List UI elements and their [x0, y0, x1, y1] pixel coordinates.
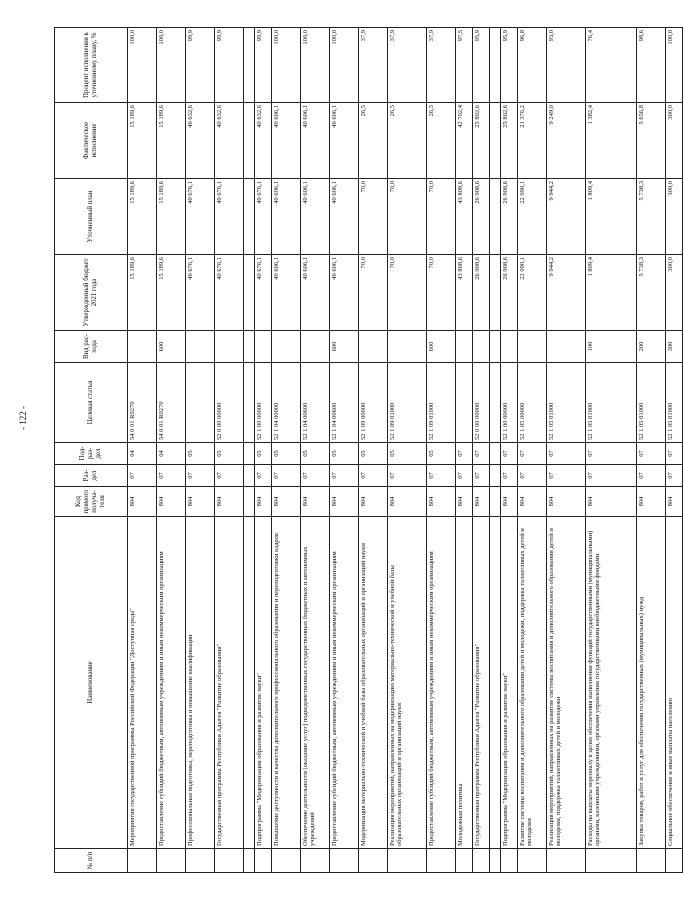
row-admin-cell: 804: [255, 487, 272, 517]
row-approved-cell: 40 676,1: [215, 255, 244, 331]
table-row: [427, 28, 456, 873]
row-admin-cell: 804: [637, 487, 666, 517]
row-admin-cell: 804: [518, 487, 547, 517]
row-plan-cell: 22 090,1: [518, 179, 547, 255]
row-plan-cell: 15 189,6: [157, 179, 186, 255]
row-num-cell: [666, 849, 683, 873]
row-podrazdel-cell: 07: [586, 443, 637, 465]
row-vid-cell: 100: [586, 331, 637, 363]
table-row: [255, 28, 272, 873]
row-percent-cell: 99,9: [215, 28, 244, 103]
row-plan-cell: 5 738,3: [637, 179, 666, 255]
row-approved-cell: 26 908,6: [473, 255, 490, 331]
row-podrazdel-cell: 05: [301, 443, 330, 465]
row-num-cell: [473, 849, 490, 873]
row-name-cell: Модернизация материально-технической и учебной базы образовательных организаций и организаций науки: [359, 517, 388, 849]
table-row: [490, 28, 501, 873]
row-percent-cell: [490, 28, 501, 103]
table-row: [330, 28, 359, 873]
row-name-cell: Предоставление субсидий бюджетным, автономным учреждениям и иным некоммерческим организациям: [157, 517, 186, 849]
row-podrazdel-cell: 05: [255, 443, 272, 465]
row-razdel-cell: [244, 465, 255, 487]
row-razdel-cell: 07: [637, 465, 666, 487]
row-podrazdel-cell: 04: [128, 443, 157, 465]
row-podrazdel-cell: 07: [547, 443, 586, 465]
row-name-cell: Социальное обеспечение и иные выплаты населению: [666, 517, 683, 849]
header-name: Наименование: [55, 517, 128, 849]
row-name-cell: Развитие системы воспитания и дополнительного образования детей и молодежи, поддержка талантливых детей и молодежи: [518, 517, 547, 849]
row-podrazdel-cell: 05: [272, 443, 301, 465]
table-row: [637, 28, 666, 873]
row-percent-cell: 76,4: [586, 28, 637, 103]
table-row: [186, 28, 215, 873]
row-podrazdel-cell: 05: [186, 443, 215, 465]
row-article-cell: 52 1 04 00600: [330, 363, 359, 443]
row-fact-cell: 40 632,6: [186, 103, 215, 179]
row-razdel-cell: 07: [186, 465, 215, 487]
row-approved-cell: 15 189,6: [157, 255, 186, 331]
row-podrazdel-cell: 05: [427, 443, 456, 465]
row-num-cell: [359, 849, 388, 873]
table-row: [501, 28, 518, 873]
table-row: [215, 28, 244, 873]
table-row: [272, 28, 301, 873]
row-razdel-cell: 07: [272, 465, 301, 487]
row-name-cell: Повышение доступности и качества дополнительного профессионального образования и переподготовки кадров: [272, 517, 301, 849]
row-vid-cell: [244, 331, 255, 363]
row-num-cell: [255, 849, 272, 873]
row-article-cell: 52 1 04 00600: [301, 363, 330, 443]
row-name-cell: [490, 517, 501, 849]
row-percent-cell: 99,9: [255, 28, 272, 103]
row-fact-cell: 40 606,1: [272, 103, 301, 179]
row-approved-cell: 40 676,1: [186, 255, 215, 331]
header-approved: Утвержденный бюджет 2021 года: [55, 255, 128, 331]
row-article-cell: [186, 363, 215, 443]
row-fact-cell: 15 189,6: [128, 103, 157, 179]
row-percent-cell: 100,0: [330, 28, 359, 103]
row-name-cell: Предоставление субсидий бюджетным, автономным учреждениям и иным некоммерческим организациям: [330, 517, 359, 849]
row-plan-cell: 26 908,6: [501, 179, 518, 255]
row-num-cell: [518, 849, 547, 873]
row-razdel-cell: 07: [666, 465, 683, 487]
row-article-cell: 52 0 00 00000: [215, 363, 244, 443]
row-fact-cell: 26,5: [359, 103, 388, 179]
row-podrazdel-cell: 04: [157, 443, 186, 465]
row-num-cell: [301, 849, 330, 873]
row-podrazdel-cell: 07: [666, 443, 683, 465]
row-vid-cell: [518, 331, 547, 363]
row-plan-cell: 40 606,1: [272, 179, 301, 255]
row-percent-cell: 37,9: [388, 28, 427, 103]
row-num-cell: [128, 849, 157, 873]
row-approved-cell: [490, 255, 501, 331]
table-row: [244, 28, 255, 873]
row-razdel-cell: 07: [586, 465, 637, 487]
row-percent-cell: 100,0: [272, 28, 301, 103]
row-vid-cell: [359, 331, 388, 363]
row-article-cell: [456, 363, 473, 443]
row-article-cell: 52 1 09 00000: [359, 363, 388, 443]
row-approved-cell: 40 676,1: [255, 255, 272, 331]
row-name-cell: Предоставление субсидий бюджетным, автономным учреждениям и иным некоммерческим организациям: [427, 517, 456, 849]
row-percent-cell: 96,8: [518, 28, 547, 103]
row-fact-cell: 40 632,6: [215, 103, 244, 179]
row-podrazdel-cell: 07: [501, 443, 518, 465]
row-fact-cell: [244, 103, 255, 179]
row-vid-cell: 600: [157, 331, 186, 363]
row-num-cell: [157, 849, 186, 873]
table-row: [301, 28, 330, 873]
row-num-cell: [272, 849, 301, 873]
row-approved-cell: 300,0: [666, 255, 683, 331]
row-percent-cell: 37,9: [359, 28, 388, 103]
row-num-cell: [244, 849, 255, 873]
row-fact-cell: 26,5: [427, 103, 456, 179]
row-podrazdel-cell: 05: [215, 443, 244, 465]
row-fact-cell: 40 606,1: [330, 103, 359, 179]
budget-table: [54, 27, 683, 873]
row-vid-cell: 600: [330, 331, 359, 363]
row-approved-cell: 43 808,6: [456, 255, 473, 331]
row-fact-cell: 25 802,6: [473, 103, 490, 179]
row-article-cell: 52 0 00 00000: [473, 363, 490, 443]
row-admin-cell: 804: [473, 487, 490, 517]
row-num-cell: [501, 849, 518, 873]
row-percent-cell: 100,0: [301, 28, 330, 103]
row-plan-cell: 40 606,1: [301, 179, 330, 255]
row-name-cell: Подпрограмма "Модернизация образования и развитие науки": [255, 517, 272, 849]
row-podrazdel-cell: 07: [637, 443, 666, 465]
row-razdel-cell: [490, 465, 501, 487]
header-percent: Процент исполнения к уточненному плану, %: [55, 28, 128, 103]
row-admin-cell: 804: [388, 487, 427, 517]
row-fact-cell: 25 802,6: [501, 103, 518, 179]
row-approved-cell: 70,0: [427, 255, 456, 331]
row-razdel-cell: 07: [501, 465, 518, 487]
row-num-cell: [637, 849, 666, 873]
row-num-cell: [456, 849, 473, 873]
row-vid-cell: [473, 331, 490, 363]
row-plan-cell: 43 808,6: [456, 179, 473, 255]
row-approved-cell: 40 606,1: [330, 255, 359, 331]
row-article-cell: 52 1 00 00000: [255, 363, 272, 443]
row-percent-cell: 100,0: [128, 28, 157, 103]
row-admin-cell: 804: [272, 487, 301, 517]
row-razdel-cell: 07: [215, 465, 244, 487]
row-admin-cell: 804: [330, 487, 359, 517]
row-plan-cell: 70,0: [427, 179, 456, 255]
row-vid-cell: [215, 331, 244, 363]
table-row: [359, 28, 388, 873]
table-row: [586, 28, 637, 873]
row-article-cell: 52 1 05 01000: [666, 363, 683, 443]
row-percent-cell: [244, 28, 255, 103]
row-podrazdel-cell: 05: [388, 443, 427, 465]
row-vid-cell: [490, 331, 501, 363]
header-podrazdel: Под-раз-дел: [55, 443, 128, 465]
table-row: [518, 28, 547, 873]
row-plan-cell: 40 606,1: [330, 179, 359, 255]
row-plan-cell: 9 944,2: [547, 179, 586, 255]
table-row: [157, 28, 186, 873]
row-fact-cell: 40 632,6: [255, 103, 272, 179]
row-approved-cell: 70,0: [359, 255, 388, 331]
row-fact-cell: 42 702,4: [456, 103, 473, 179]
row-article-cell: 52 1 00 00000: [501, 363, 518, 443]
row-num-cell: [427, 849, 456, 873]
row-admin-cell: 804: [666, 487, 683, 517]
row-name-cell: Обеспечение деятельности (оказание услуг) подведомственных государственных бюджетных и автономных учреждений: [301, 517, 330, 849]
row-razdel-cell: 07: [157, 465, 186, 487]
row-admin-cell: 804: [427, 487, 456, 517]
header-num: № п/п: [55, 849, 128, 873]
row-admin-cell: 804: [547, 487, 586, 517]
row-plan-cell: 40 676,1: [215, 179, 244, 255]
row-name-cell: Молодежная политика: [456, 517, 473, 849]
row-name-cell: Государственная программа Республики Адыгея "Развитие образования": [215, 517, 244, 849]
row-admin-cell: 804: [456, 487, 473, 517]
row-num-cell: [186, 849, 215, 873]
row-razdel-cell: 07: [128, 465, 157, 487]
row-approved-cell: 9 944,2: [547, 255, 586, 331]
row-admin-cell: [244, 487, 255, 517]
row-podrazdel-cell: 07: [518, 443, 547, 465]
row-approved-cell: 15 189,6: [128, 255, 157, 331]
row-approved-cell: 26 908,6: [501, 255, 518, 331]
row-article-cell: 52 1 09 01000: [427, 363, 456, 443]
table-row: [666, 28, 683, 873]
row-razdel-cell: 07: [330, 465, 359, 487]
row-fact-cell: 21 376,2: [518, 103, 547, 179]
row-razdel-cell: 07: [255, 465, 272, 487]
row-plan-cell: 40 676,1: [255, 179, 272, 255]
row-vid-cell: 200: [637, 331, 666, 363]
row-plan-cell: 300,0: [666, 179, 683, 255]
row-article-cell: 54 0 01 R0270: [128, 363, 157, 443]
table-row: [388, 28, 427, 873]
row-name-cell: Профессиональная подготовка, переподготовка и повышение квалификации: [186, 517, 215, 849]
row-percent-cell: 99,9: [186, 28, 215, 103]
row-podrazdel-cell: [244, 443, 255, 465]
row-name-cell: Реализация мероприятий, направленных на развитие системы воспитания и дополнительного образования детей и молодежи, поддержка талантливых детей и молодежи: [547, 517, 586, 849]
row-razdel-cell: 07: [518, 465, 547, 487]
row-fact-cell: 40 606,1: [301, 103, 330, 179]
row-article-cell: 52 1 04 00000: [272, 363, 301, 443]
page-number: - 122 -: [18, 406, 28, 430]
row-article-cell: 52 1 05 01000: [547, 363, 586, 443]
row-vid-cell: [547, 331, 586, 363]
row-vid-cell: [501, 331, 518, 363]
row-plan-cell: 15 189,6: [128, 179, 157, 255]
header-plan: Уточненный план: [55, 179, 128, 255]
row-vid-cell: 600: [427, 331, 456, 363]
row-razdel-cell: 07: [388, 465, 427, 487]
row-vid-cell: [128, 331, 157, 363]
row-admin-cell: 804: [186, 487, 215, 517]
row-plan-cell: 1 809,4: [586, 179, 637, 255]
row-plan-cell: 70,0: [388, 179, 427, 255]
row-podrazdel-cell: [490, 443, 501, 465]
row-article-cell: 54 0 01 R0270: [157, 363, 186, 443]
row-article-cell: [490, 363, 501, 443]
row-num-cell: [388, 849, 427, 873]
row-admin-cell: 804: [359, 487, 388, 517]
header-admin: Код прямого получа-теля: [55, 487, 128, 517]
row-admin-cell: 804: [586, 487, 637, 517]
row-fact-cell: 26,5: [388, 103, 427, 179]
row-article-cell: 52 1 05 01000: [637, 363, 666, 443]
row-article-cell: 52 1 05 00000: [518, 363, 547, 443]
header-vid: Вид рас-хода: [55, 331, 128, 363]
row-plan-cell: 40 676,1: [186, 179, 215, 255]
row-fact-cell: [490, 103, 501, 179]
table-row: [473, 28, 490, 873]
row-fact-cell: 1 382,4: [586, 103, 637, 179]
row-razdel-cell: 07: [473, 465, 490, 487]
row-name-cell: Расходы на выплаты персоналу в целях обеспечения выполнения функций государственными (муниципальными) органами, казенными учреждениями, органами управления государственными внебюджетными фондами: [586, 517, 637, 849]
table-row: [547, 28, 586, 873]
row-name-cell: Реализация мероприятий, направленных на модернизацию материально-технической и учебной базы образовательных организаций и организаций науки: [388, 517, 427, 849]
row-razdel-cell: 07: [359, 465, 388, 487]
row-percent-cell: 93,0: [547, 28, 586, 103]
row-podrazdel-cell: 05: [359, 443, 388, 465]
row-admin-cell: 804: [157, 487, 186, 517]
row-razdel-cell: 07: [427, 465, 456, 487]
rotated-table-wrapper: [54, 28, 674, 873]
row-approved-cell: 5 738,3: [637, 255, 666, 331]
header-article: Целевая статья: [55, 363, 128, 443]
row-percent-cell: 97,5: [456, 28, 473, 103]
row-percent-cell: 100,0: [666, 28, 683, 103]
row-name-cell: Закупка товаров, работ и услуг для обеспечения государственных (муниципальных) нужд: [637, 517, 666, 849]
row-admin-cell: 804: [128, 487, 157, 517]
row-podrazdel-cell: 05: [330, 443, 359, 465]
row-admin-cell: 804: [501, 487, 518, 517]
row-name-cell: [244, 517, 255, 849]
table-row: [128, 28, 157, 873]
row-approved-cell: 40 606,1: [272, 255, 301, 331]
row-vid-cell: 300: [666, 331, 683, 363]
row-admin-cell: [490, 487, 501, 517]
row-percent-cell: 95,9: [473, 28, 490, 103]
row-fact-cell: 5 656,8: [637, 103, 666, 179]
row-fact-cell: 15 189,6: [157, 103, 186, 179]
row-approved-cell: 40 606,1: [301, 255, 330, 331]
row-razdel-cell: 07: [301, 465, 330, 487]
row-article-cell: [244, 363, 255, 443]
row-plan-cell: 70,0: [359, 179, 388, 255]
row-name-cell: Подпрограмма "Модернизация образования и развитие науки": [501, 517, 518, 849]
row-approved-cell: [244, 255, 255, 331]
row-num-cell: [547, 849, 586, 873]
row-fact-cell: 300,0: [666, 103, 683, 179]
row-admin-cell: 804: [215, 487, 244, 517]
row-percent-cell: 98,6: [637, 28, 666, 103]
row-vid-cell: [456, 331, 473, 363]
row-num-cell: [490, 849, 501, 873]
header-fact: Фактическое исполнение: [55, 103, 128, 179]
row-razdel-cell: 07: [547, 465, 586, 487]
row-approved-cell: 70,0: [388, 255, 427, 331]
row-vid-cell: [272, 331, 301, 363]
header-razdel: Раз-дел: [55, 465, 128, 487]
row-admin-cell: 804: [301, 487, 330, 517]
table-header-row: [55, 28, 128, 873]
row-percent-cell: 37,9: [427, 28, 456, 103]
row-approved-cell: 22 090,1: [518, 255, 547, 331]
row-percent-cell: 95,9: [501, 28, 518, 103]
row-razdel-cell: 07: [456, 465, 473, 487]
row-percent-cell: 100,0: [157, 28, 186, 103]
table-body: [128, 28, 683, 873]
row-name-cell: Государственная программа Республики Адыгея "Развитие образования": [473, 517, 490, 849]
row-podrazdel-cell: 07: [473, 443, 490, 465]
row-vid-cell: [255, 331, 272, 363]
row-name-cell: Мероприятия государственной программы Российской Федерации "Доступная среда": [128, 517, 157, 849]
row-fact-cell: 9 249,0: [547, 103, 586, 179]
row-vid-cell: [186, 331, 215, 363]
row-plan-cell: [244, 179, 255, 255]
row-plan-cell: 26 908,6: [473, 179, 490, 255]
row-plan-cell: [490, 179, 501, 255]
row-vid-cell: [301, 331, 330, 363]
table-row: [456, 28, 473, 873]
row-article-cell: 52 1 09 01000: [388, 363, 427, 443]
row-num-cell: [586, 849, 637, 873]
row-podrazdel-cell: 07: [456, 443, 473, 465]
row-num-cell: [215, 849, 244, 873]
row-vid-cell: [388, 331, 427, 363]
row-article-cell: 52 1 05 01000: [586, 363, 637, 443]
row-approved-cell: 1 809,4: [586, 255, 637, 331]
row-num-cell: [330, 849, 359, 873]
